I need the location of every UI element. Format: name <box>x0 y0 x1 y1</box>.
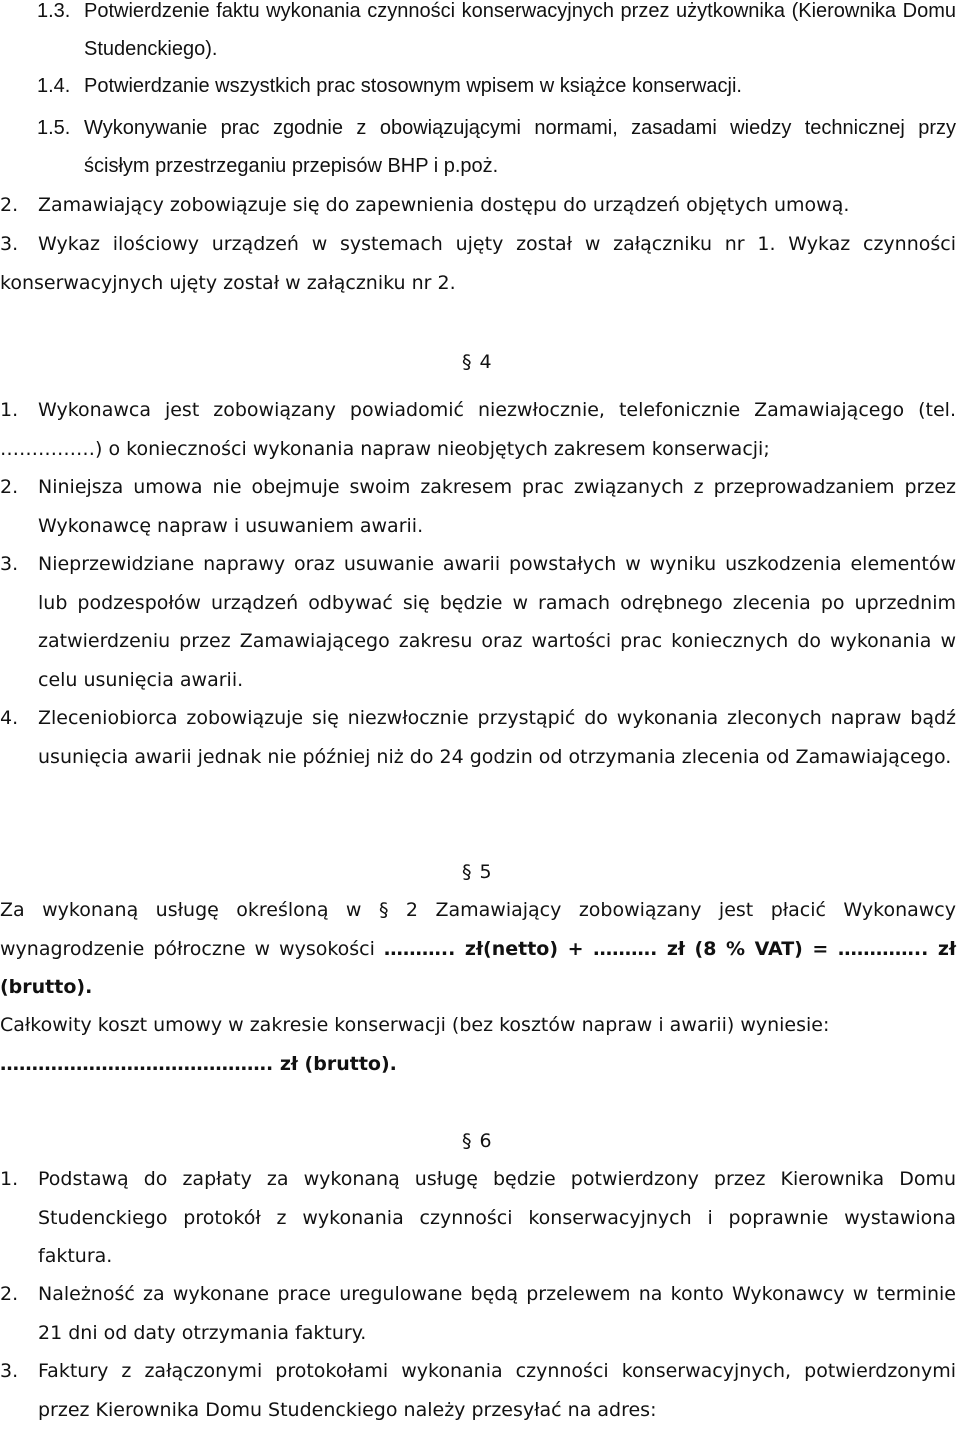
item-text: Zleceniobiorca zobowiązuje się niezwłocznie przystąpić do wykonania zleconych napraw bądź usunięcia awarii jednak nie później niż do 24 godzin od otrzymania zlecenia od Zamawiającego. <box>38 707 956 768</box>
item-number: 2. <box>0 194 19 216</box>
total-amount: ……………………………………. zł (brutto). <box>0 1053 397 1075</box>
section-number: 4 <box>479 351 492 373</box>
item-number: 3. <box>0 233 19 255</box>
item-text: Wykonywanie prac zgodnie z obowiązującymi normami, zasadami wiedzy technicznej przy ścisłym przestrzeganiu przepisów BHP i p.poż. <box>84 117 956 177</box>
item-text: Wykonawca jest zobowiązany powiadomić niezwłocznie, telefonicznie Zamawiającego (tel. ……………) o konieczności wykonania napraw nieobjętych zakresem konserwacji; <box>0 399 956 460</box>
list-item-4-3 <box>0 545 956 699</box>
item-text: Należność za wykonane prace uregulowane będą przelewem na konto Wykonawcy w terminie 21 dni od daty otrzymania faktury. <box>38 1283 956 1344</box>
item-number: 1.4. <box>37 75 71 97</box>
section-number: 5 <box>479 861 492 883</box>
list-item-3 <box>0 225 956 302</box>
item-number: 2. <box>0 476 19 498</box>
item-text: Nieprzewidziane naprawy oraz usuwanie awarii powstałych w wyniku uszkodzenia elementów lub podzespołów urządzeń odbywać się będzie w ramach odrębnego zlecenia po uprzednim zatwierdzeniu przez Zamawiającego zakresu oraz wartości prac koniecznych do wykonania w celu usunięcia awarii. <box>38 553 956 691</box>
total-cost-amount <box>0 1045 956 1084</box>
item-number: 1.3. <box>37 0 71 22</box>
item-text: Niniejsza umowa nie obejmuje swoim zakresem prac związanych z przeprowadzaniem przez Wykonawcę napraw i usuwaniem awarii. <box>38 476 956 537</box>
section-heading-4 <box>462 342 492 382</box>
total-cost-text: Całkowity koszt umowy w zakresie konserwacji (bez kosztów napraw i awarii) wyniesie: <box>0 1014 830 1036</box>
item-text: Potwierdzenie faktu wykonania czynności konserwacyjnych przez użytkownika (Kierownika Domu Studenckiego). <box>84 0 956 60</box>
list-item-1-3 <box>0 0 956 68</box>
list-item-4-4 <box>0 699 956 776</box>
item-number: 1. <box>0 399 19 421</box>
remuneration-text: 2 Zamawiający zobowiązany jest płacić Wykonawcy wynagrodzenie półroczne w wysokości <box>0 899 956 960</box>
section-heading-6 <box>462 1121 492 1161</box>
item-text: Potwierdzanie wszystkich prac stosownym wpisem w książce konserwacji. <box>84 75 742 97</box>
list-item-1-5 <box>0 110 956 185</box>
remuneration-paragraph <box>0 891 956 1007</box>
list-item-6-1 <box>0 1160 956 1276</box>
list-item-4-2 <box>0 468 956 545</box>
remuneration-intro: Za wykonaną usługę określoną w <box>0 899 362 921</box>
item-number: 1.5. <box>37 117 71 139</box>
list-item-6-2 <box>0 1275 956 1352</box>
list-item-4-1 <box>0 391 956 468</box>
section-number: 6 <box>479 1130 492 1152</box>
section-heading-5 <box>462 852 492 892</box>
paragraph-symbol: § <box>378 899 389 921</box>
item-text: Podstawą do zapłaty za wykonaną usługę będzie potwierdzony przez Kierownika Domu Studenckiego protokół z wykonania czynności konserwacyjnych i poprawnie wystawiona faktura. <box>38 1168 956 1268</box>
list-item-2 <box>0 186 956 225</box>
item-number: 3. <box>0 553 19 575</box>
paragraph-symbol: § <box>462 1130 472 1152</box>
list-item-6-3 <box>0 1352 956 1429</box>
paragraph-symbol: § <box>462 351 472 373</box>
list-item-1-4 <box>0 68 956 106</box>
paragraph-symbol: § <box>462 861 472 883</box>
item-number: 2. <box>0 1283 19 1305</box>
item-number: 4. <box>0 707 19 729</box>
item-number: 1. <box>0 1168 19 1190</box>
item-text: Faktury z załączonymi protokołami wykonania czynności konserwacyjnych, potwierdzonymi przez Kierownika Domu Studenckiego należy przesyłać na adres: <box>38 1360 956 1421</box>
item-number: 3. <box>0 1360 19 1382</box>
item-text: Zamawiający zobowiązuje się do zapewnienia dostępu do urządzeń objętych umową. <box>38 194 850 216</box>
item-text: Wykaz ilościowy urządzeń w systemach ujęty został w załączniku nr 1. Wykaz czynności konserwacyjnych ujęty został w załączniku nr 2. <box>0 233 956 294</box>
remuneration-amounts: ……….. zł(netto) + ………. zł (8 % VAT) = ………….. zł (brutto). <box>0 937 957 999</box>
